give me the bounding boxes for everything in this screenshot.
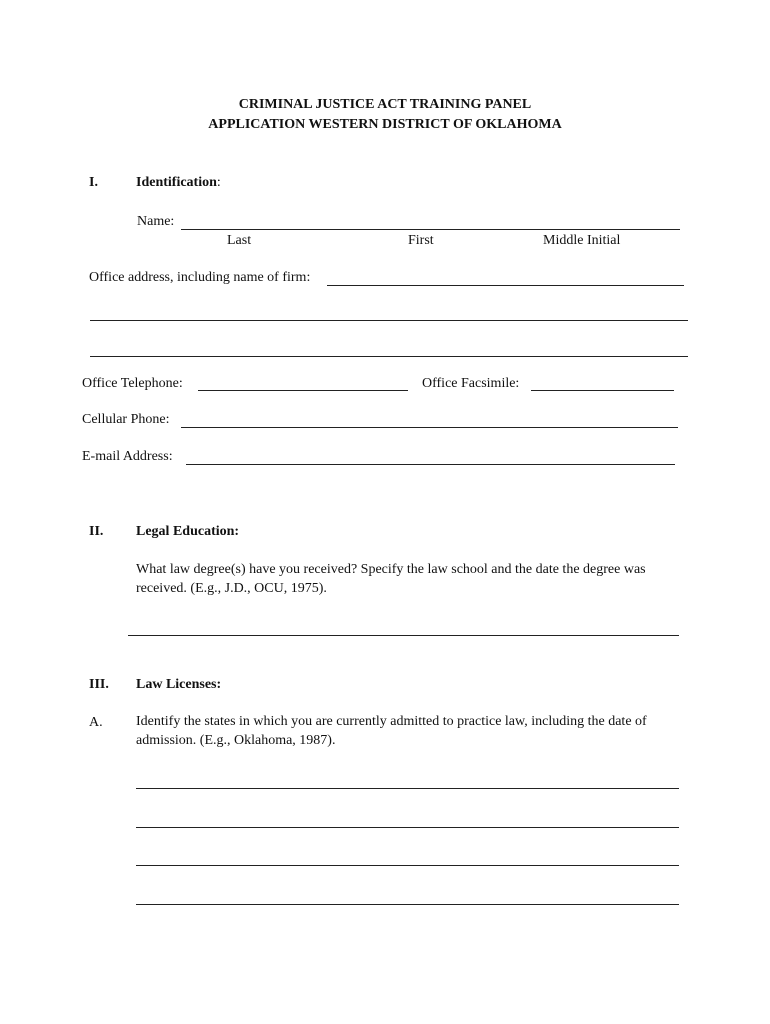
office-address-field-line-3[interactable]: [90, 356, 688, 357]
section-1-numeral: I.: [89, 175, 98, 190]
section-1-heading-text: Identification: [136, 175, 217, 190]
name-sub-first: First: [408, 233, 434, 248]
section-1-heading: [136, 176, 221, 190]
name-field-line[interactable]: [181, 229, 680, 230]
email-address-field-line[interactable]: [186, 464, 675, 465]
office-telephone-field-line[interactable]: [198, 390, 408, 391]
office-address-field-line-2[interactable]: [90, 320, 688, 321]
cellular-phone-field-line[interactable]: [181, 427, 678, 428]
law-licenses-field-line-1[interactable]: [136, 788, 679, 789]
section-3-numeral: III.: [89, 677, 109, 692]
office-address-field-line-1[interactable]: [327, 285, 684, 286]
section-2-numeral: II.: [89, 524, 104, 539]
office-facsimile-label: Office Facsimile:: [422, 376, 520, 391]
form-title-line2: APPLICATION WESTERN DISTRICT OF OKLAHOMA: [208, 117, 562, 132]
legal-education-field-line[interactable]: [128, 635, 679, 636]
section-1-heading-colon: :: [216, 175, 221, 190]
office-facsimile-field-line[interactable]: [531, 390, 674, 391]
office-telephone-label: Office Telephone:: [82, 376, 183, 391]
item-a-text: Identify the states in which you are currently admitted to practice law, including the date of admission. (E.g., Oklahoma, 1987).: [136, 714, 647, 748]
legal-education-question: What law degree(s) have you received? Specify the law school and the date the degree was received. (E.g., J.D., OCU, 1975).: [136, 562, 646, 596]
cellular-phone-label: Cellular Phone:: [82, 412, 170, 427]
section-2-heading: Legal Education:: [136, 524, 240, 539]
section-3-heading: Law Licenses:: [136, 677, 222, 692]
name-sub-middle-initial: Middle Initial: [543, 233, 621, 248]
law-licenses-field-line-3[interactable]: [136, 865, 679, 866]
form-title-line1: CRIMINAL JUSTICE ACT TRAINING PANEL: [238, 97, 532, 112]
item-a-letter: A.: [89, 715, 103, 730]
law-licenses-field-line-2[interactable]: [136, 827, 679, 828]
law-licenses-field-line-4[interactable]: [136, 904, 679, 905]
email-address-label: E-mail Address:: [82, 449, 173, 464]
office-address-label: Office address, including name of firm:: [89, 270, 311, 285]
name-label: Name:: [137, 214, 175, 229]
name-sub-last: Last: [227, 233, 252, 248]
